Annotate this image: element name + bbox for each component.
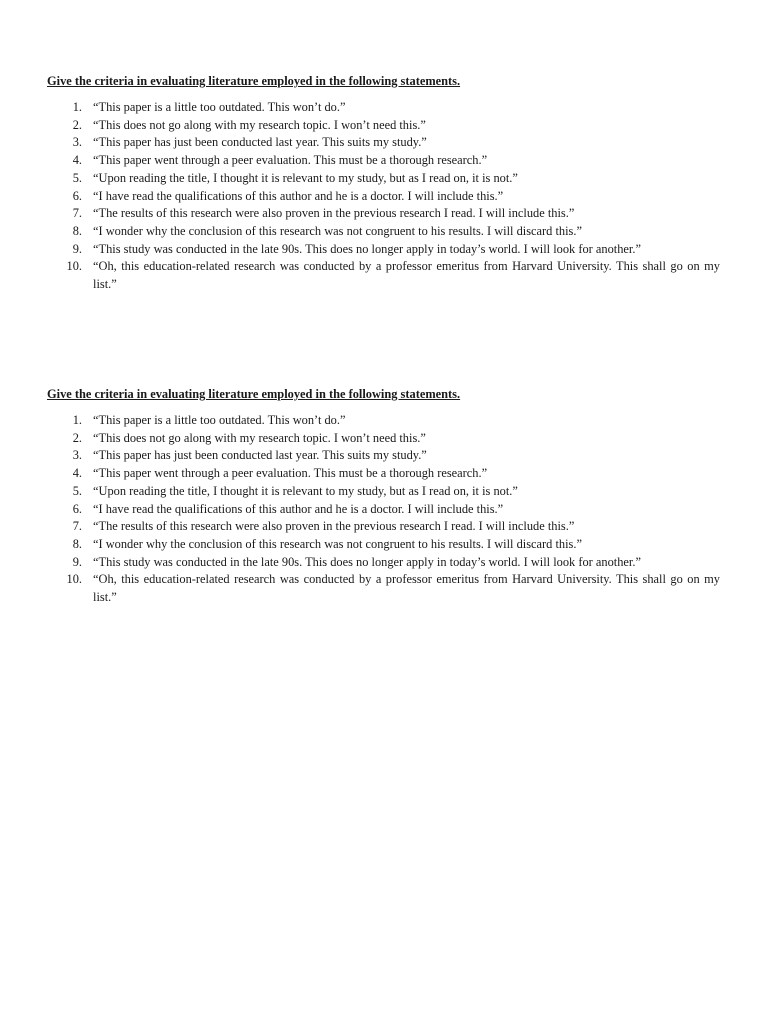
statement-text: “Upon reading the title, I thought it is relevant to my study, but as I read on, it is not.”	[93, 483, 518, 498]
statement-item	[47, 134, 720, 152]
statement-number: 8.	[72, 536, 82, 551]
statement-number: 9.	[72, 554, 82, 569]
statement-number: 4.	[72, 466, 82, 481]
statement-item	[47, 554, 720, 572]
statement-item	[47, 188, 720, 206]
statement-item	[47, 483, 720, 501]
statement-number: 8.	[72, 223, 82, 238]
statement-text: “This paper went through a peer evaluation. This must be a thorough research.”	[93, 466, 488, 481]
statement-number: 1.	[72, 100, 82, 114]
statement-item	[47, 447, 720, 465]
statement-item	[47, 571, 720, 606]
statement-item	[47, 170, 720, 188]
section-heading: Give the criteria in evaluating literature employed in the following statements.	[47, 74, 461, 88]
statement-number: 1.	[72, 413, 82, 427]
statement-text: “Upon reading the title, I thought it is relevant to my study, but as I read on, it is not.”	[93, 170, 518, 185]
statement-number: 6.	[72, 188, 82, 203]
statement-list	[47, 412, 720, 607]
statement-item	[47, 501, 720, 519]
statement-item	[47, 152, 720, 170]
statement-item	[47, 536, 720, 554]
statement-item	[47, 99, 720, 117]
statement-item	[47, 241, 720, 259]
statement-list	[47, 99, 720, 294]
statement-number: 10.	[66, 572, 82, 587]
question-section	[47, 73, 720, 294]
statement-text: “I have read the qualifications of this author and he is a doctor. I will include this.”	[93, 188, 504, 203]
statement-number: 7.	[72, 206, 82, 221]
statement-number: 7.	[72, 519, 82, 534]
statement-number: 9.	[72, 241, 82, 256]
statement-number: 4.	[72, 153, 82, 168]
statement-text: “This study was conducted in the late 90s. This does no longer apply in today’s world. I will look for another.”	[93, 554, 641, 569]
statement-text: “This paper has just been conducted last year. This suits my study.”	[93, 448, 427, 463]
section-heading: Give the criteria in evaluating literature employed in the following statements.	[47, 387, 461, 401]
statement-text: “This paper is a little too outdated. This won’t do.”	[93, 100, 346, 114]
question-section	[47, 386, 720, 607]
statement-number: 2.	[72, 430, 82, 445]
statement-text: “I wonder why the conclusion of this research was not congruent to his results. I will discard this.”	[93, 223, 582, 238]
statement-number: 6.	[72, 501, 82, 516]
statement-item	[47, 258, 720, 293]
statement-number: 3.	[72, 448, 82, 463]
statement-item	[47, 518, 720, 536]
statement-item	[47, 117, 720, 135]
statement-text: “The results of this research were also proven in the previous research I read. I will include this.”	[93, 206, 575, 221]
statement-text: “Oh, this education-related research was conducted by a professor emeritus from Harvard University. This shall go on my list.”	[93, 259, 720, 292]
statement-item	[47, 465, 720, 483]
statement-item	[47, 223, 720, 241]
statement-number: 2.	[72, 117, 82, 132]
statement-text: “This does not go along with my research topic. I won’t need this.”	[93, 430, 426, 445]
statement-text: “The results of this research were also proven in the previous research I read. I will include this.”	[93, 519, 575, 534]
statement-text: “This paper went through a peer evaluation. This must be a thorough research.”	[93, 153, 488, 168]
statement-text: “I wonder why the conclusion of this research was not congruent to his results. I will discard this.”	[93, 536, 582, 551]
statement-number: 5.	[72, 170, 82, 185]
statement-number: 5.	[72, 483, 82, 498]
statement-item	[47, 430, 720, 448]
statement-number: 10.	[66, 259, 82, 274]
statement-text: “I have read the qualifications of this author and he is a doctor. I will include this.”	[93, 501, 504, 516]
statement-text: “This paper has just been conducted last year. This suits my study.”	[93, 135, 427, 150]
statement-number: 3.	[72, 135, 82, 150]
statement-item	[47, 205, 720, 223]
statement-text: “This study was conducted in the late 90s. This does no longer apply in today’s world. I will look for another.”	[93, 241, 641, 256]
statement-text: “This paper is a little too outdated. This won’t do.”	[93, 413, 346, 427]
statement-text: “Oh, this education-related research was conducted by a professor emeritus from Harvard University. This shall go on my list.”	[93, 572, 720, 605]
statement-text: “This does not go along with my research topic. I won’t need this.”	[93, 117, 426, 132]
statement-item	[47, 412, 720, 430]
